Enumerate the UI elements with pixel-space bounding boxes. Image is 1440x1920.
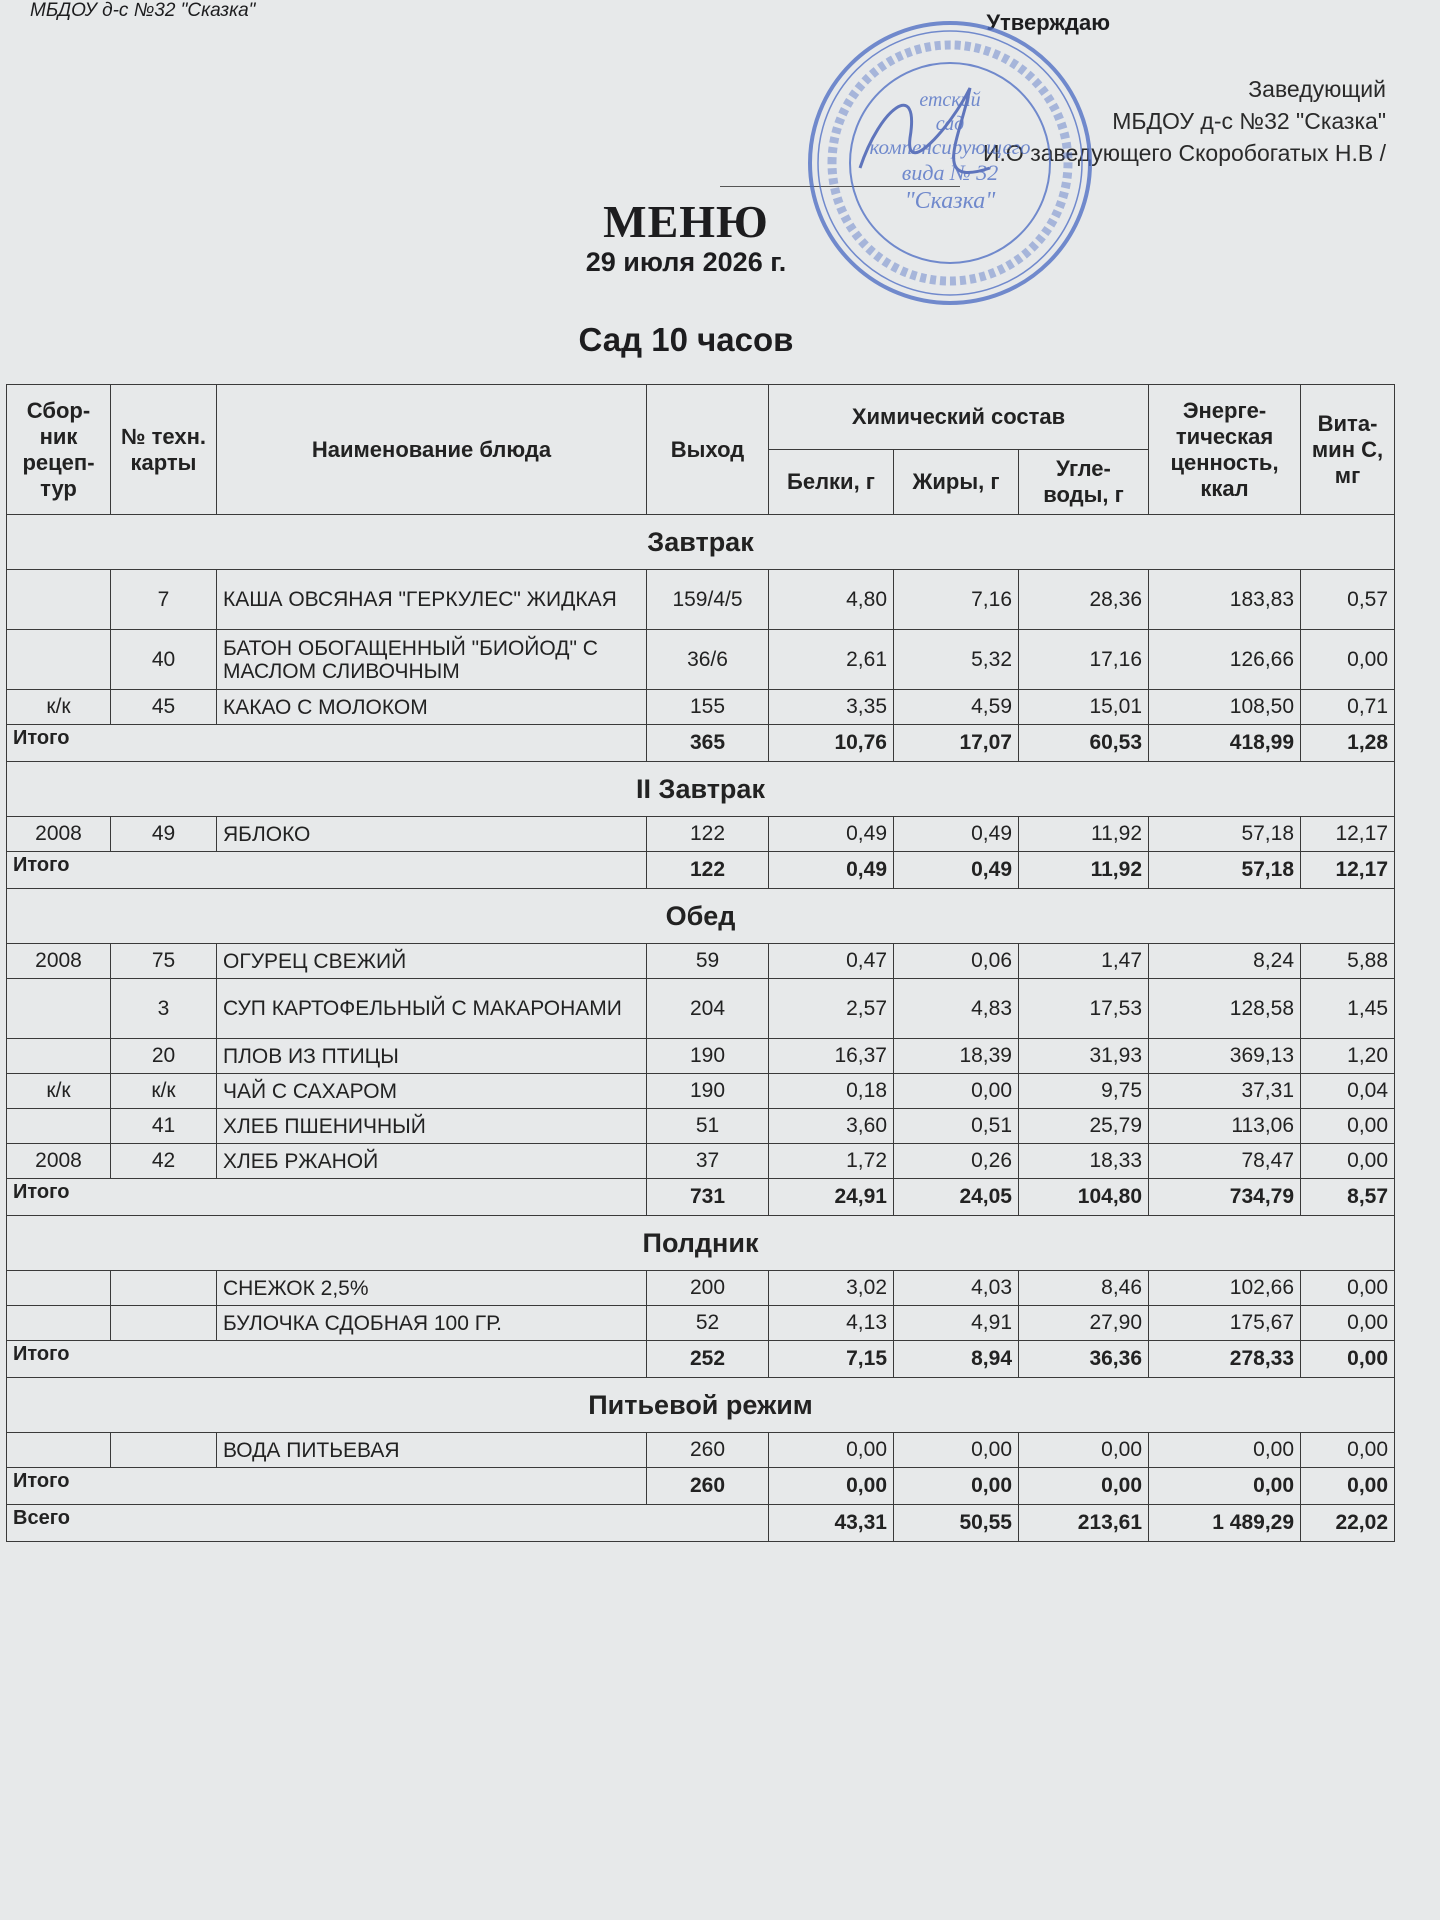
stamp-text-line: етский <box>919 89 981 111</box>
cell-protein: 3,60 <box>769 1109 894 1144</box>
cell-card: 20 <box>111 1039 217 1074</box>
cell-yield: 190 <box>647 1074 769 1109</box>
cell-protein: 4,80 <box>769 570 894 630</box>
cell-card: 45 <box>111 690 217 725</box>
cell-collection <box>7 1306 111 1341</box>
cell-yield: 204 <box>647 979 769 1039</box>
grand-total-protein: 43,31 <box>769 1505 894 1542</box>
stamp-text-line: "Сказка" <box>904 188 996 214</box>
section-title: Полдник <box>7 1216 1395 1271</box>
cell-card: 49 <box>111 817 217 852</box>
cell-energy: 369,13 <box>1149 1039 1301 1074</box>
cell-vitamin: 0,00 <box>1301 630 1395 690</box>
table-row <box>7 817 1395 852</box>
cell-collection: 2008 <box>7 944 111 979</box>
cell-yield: 159/4/5 <box>647 570 769 630</box>
cell-collection: 2008 <box>7 1144 111 1179</box>
stamp-text-line: сад <box>935 113 965 135</box>
section-row <box>7 515 1395 570</box>
approver-signatory: И.О заведующего Скоробогатых Н.В / <box>983 140 1386 166</box>
table-row <box>7 1109 1395 1144</box>
cell-yield: 200 <box>647 1271 769 1306</box>
approver-position: Заведующий <box>1248 76 1386 102</box>
cell-dish: КАША ОВСЯНАЯ "ГЕРКУЛЕС" ЖИДКАЯ <box>217 570 647 630</box>
cell-dish: СУП КАРТОФЕЛЬНЫЙ С МАКАРОНАМИ <box>217 979 647 1039</box>
total-yield: 365 <box>647 725 769 762</box>
total-carbs: 60,53 <box>1019 725 1149 762</box>
total-yield: 252 <box>647 1341 769 1378</box>
total-protein: 24,91 <box>769 1179 894 1216</box>
section-title: Обед <box>7 889 1395 944</box>
cell-fat: 4,91 <box>894 1306 1019 1341</box>
cell-energy: 128,58 <box>1149 979 1301 1039</box>
column-header-protein: Белки, г <box>769 450 894 515</box>
table-row <box>7 630 1395 690</box>
cell-energy: 0,00 <box>1149 1433 1301 1468</box>
total-energy: 278,33 <box>1149 1341 1301 1378</box>
cell-energy: 126,66 <box>1149 630 1301 690</box>
cell-protein: 2,57 <box>769 979 894 1039</box>
cell-card <box>111 1433 217 1468</box>
cell-carbs: 17,53 <box>1019 979 1149 1039</box>
cell-energy: 102,66 <box>1149 1271 1301 1306</box>
table-row <box>7 944 1395 979</box>
cell-yield: 52 <box>647 1306 769 1341</box>
column-header-energy: Энерге-тическая ценность, ккал <box>1149 385 1301 515</box>
cell-card: 42 <box>111 1144 217 1179</box>
cell-protein: 0,49 <box>769 817 894 852</box>
cell-collection <box>7 1433 111 1468</box>
total-energy: 0,00 <box>1149 1468 1301 1505</box>
cell-vitamin: 5,88 <box>1301 944 1395 979</box>
cell-dish: ХЛЕБ РЖАНОЙ <box>217 1144 647 1179</box>
menu-body <box>7 515 1395 1542</box>
table-row <box>7 1271 1395 1306</box>
cell-protein: 0,47 <box>769 944 894 979</box>
stamp-text-line: компенсирующего <box>869 135 1031 159</box>
grand-total-label: Всего <box>7 1505 769 1542</box>
total-fat: 0,00 <box>894 1468 1019 1505</box>
approver-institution: МБДОУ д-с №32 "Сказка" <box>1112 108 1386 134</box>
total-row <box>7 852 1395 889</box>
cell-protein: 4,13 <box>769 1306 894 1341</box>
cell-collection <box>7 1039 111 1074</box>
menu-table <box>6 384 1395 1542</box>
cell-vitamin: 0,00 <box>1301 1144 1395 1179</box>
cell-carbs: 25,79 <box>1019 1109 1149 1144</box>
cell-yield: 59 <box>647 944 769 979</box>
cell-protein: 0,18 <box>769 1074 894 1109</box>
cell-dish: КАКАО С МОЛОКОМ <box>217 690 647 725</box>
cell-energy: 57,18 <box>1149 817 1301 852</box>
cell-fat: 5,32 <box>894 630 1019 690</box>
total-carbs: 0,00 <box>1019 1468 1149 1505</box>
total-fat: 24,05 <box>894 1179 1019 1216</box>
cell-energy: 183,83 <box>1149 570 1301 630</box>
total-row <box>7 1341 1395 1378</box>
total-carbs: 36,36 <box>1019 1341 1149 1378</box>
cell-protein: 16,37 <box>769 1039 894 1074</box>
total-fat: 0,49 <box>894 852 1019 889</box>
cell-card: 41 <box>111 1109 217 1144</box>
column-header-carbs: Угле-воды, г <box>1019 450 1149 515</box>
column-header-collection: Сбор-ник рецеп-тур <box>7 385 111 515</box>
cell-protein: 3,35 <box>769 690 894 725</box>
cell-protein: 0,00 <box>769 1433 894 1468</box>
grand-total-carbs: 213,61 <box>1019 1505 1149 1542</box>
cell-carbs: 0,00 <box>1019 1433 1149 1468</box>
cell-card: 7 <box>111 570 217 630</box>
total-protein: 10,76 <box>769 725 894 762</box>
cell-collection <box>7 630 111 690</box>
grand-total-energy: 1 489,29 <box>1149 1505 1301 1542</box>
column-header-card: № техн. карты <box>111 385 217 515</box>
cell-dish: ОГУРЕЦ СВЕЖИЙ <box>217 944 647 979</box>
approve-label: Утверждаю <box>986 10 1110 35</box>
cell-carbs: 18,33 <box>1019 1144 1149 1179</box>
cell-carbs: 9,75 <box>1019 1074 1149 1109</box>
total-energy: 418,99 <box>1149 725 1301 762</box>
total-vitamin: 12,17 <box>1301 852 1395 889</box>
document-subtitle: Сад 10 часов <box>578 321 794 358</box>
cell-yield: 260 <box>647 1433 769 1468</box>
cell-protein: 1,72 <box>769 1144 894 1179</box>
total-yield: 260 <box>647 1468 769 1505</box>
document-date: 29 июля 2026 г. <box>585 247 787 277</box>
cell-dish: БАТОН ОБОГАЩЕННЫЙ "БИОЙОД" С МАСЛОМ СЛИВОЧНЫМ <box>217 630 647 690</box>
total-yield: 731 <box>647 1179 769 1216</box>
column-header-vitamin: Вита-мин С, мг <box>1301 385 1395 515</box>
cell-card: 3 <box>111 979 217 1039</box>
total-label: Итого <box>7 1341 647 1378</box>
table-row <box>7 979 1395 1039</box>
cell-fat: 0,49 <box>894 817 1019 852</box>
total-carbs: 104,80 <box>1019 1179 1149 1216</box>
total-row <box>7 725 1395 762</box>
cell-vitamin: 1,45 <box>1301 979 1395 1039</box>
cell-dish: СНЕЖОК 2,5% <box>217 1271 647 1306</box>
cell-fat: 0,00 <box>894 1074 1019 1109</box>
cell-card <box>111 1271 217 1306</box>
cell-collection <box>7 1271 111 1306</box>
cell-carbs: 17,16 <box>1019 630 1149 690</box>
cell-energy: 108,50 <box>1149 690 1301 725</box>
total-label: Итого <box>7 1179 647 1216</box>
table-row <box>7 1306 1395 1341</box>
cell-dish: БУЛОЧКА СДОБНАЯ 100 ГР. <box>217 1306 647 1341</box>
cell-vitamin: 0,71 <box>1301 690 1395 725</box>
total-vitamin: 8,57 <box>1301 1179 1395 1216</box>
cell-protein: 3,02 <box>769 1271 894 1306</box>
section-title: II Завтрак <box>7 762 1395 817</box>
total-fat: 8,94 <box>894 1341 1019 1378</box>
cell-yield: 155 <box>647 690 769 725</box>
table-row <box>7 570 1395 630</box>
cell-yield: 51 <box>647 1109 769 1144</box>
total-yield: 122 <box>647 852 769 889</box>
column-header-fat: Жиры, г <box>894 450 1019 515</box>
cell-yield: 190 <box>647 1039 769 1074</box>
total-vitamin: 0,00 <box>1301 1468 1395 1505</box>
grand-total-row <box>7 1505 1395 1542</box>
cell-energy: 113,06 <box>1149 1109 1301 1144</box>
table-row <box>7 690 1395 725</box>
column-header-chem: Химический состав <box>769 385 1149 450</box>
cell-collection <box>7 979 111 1039</box>
total-row <box>7 1468 1395 1505</box>
cell-carbs: 31,93 <box>1019 1039 1149 1074</box>
cell-fat: 0,51 <box>894 1109 1019 1144</box>
cell-card: 75 <box>111 944 217 979</box>
total-label: Итого <box>7 852 647 889</box>
cell-vitamin: 0,00 <box>1301 1306 1395 1341</box>
total-protein: 0,00 <box>769 1468 894 1505</box>
total-carbs: 11,92 <box>1019 852 1149 889</box>
cell-energy: 175,67 <box>1149 1306 1301 1341</box>
cell-yield: 36/6 <box>647 630 769 690</box>
cell-fat: 0,06 <box>894 944 1019 979</box>
cell-protein: 2,61 <box>769 630 894 690</box>
cell-vitamin: 0,00 <box>1301 1433 1395 1468</box>
cell-yield: 122 <box>647 817 769 852</box>
cell-carbs: 11,92 <box>1019 817 1149 852</box>
cell-collection <box>7 570 111 630</box>
cell-vitamin: 0,00 <box>1301 1271 1395 1306</box>
cell-card: к/к <box>111 1074 217 1109</box>
cell-energy: 37,31 <box>1149 1074 1301 1109</box>
table-row <box>7 1039 1395 1074</box>
cell-dish: ВОДА ПИТЬЕВАЯ <box>217 1433 647 1468</box>
cell-card <box>111 1306 217 1341</box>
cell-dish: ХЛЕБ ПШЕНИЧНЫЙ <box>217 1109 647 1144</box>
total-protein: 0,49 <box>769 852 894 889</box>
section-row <box>7 889 1395 944</box>
cell-dish: ЧАЙ С САХАРОМ <box>217 1074 647 1109</box>
document-title: МЕНЮ <box>603 196 769 247</box>
section-title: Завтрак <box>7 515 1395 570</box>
section-row <box>7 1216 1395 1271</box>
stamp-text-line: вида № 32 <box>901 160 999 185</box>
cell-fat: 4,59 <box>894 690 1019 725</box>
organization-name: МБДОУ д-с №32 "Сказка" <box>30 0 256 21</box>
cell-carbs: 8,46 <box>1019 1271 1149 1306</box>
cell-yield: 37 <box>647 1144 769 1179</box>
cell-vitamin: 0,04 <box>1301 1074 1395 1109</box>
total-label: Итого <box>7 1468 647 1505</box>
cell-card: 40 <box>111 630 217 690</box>
cell-vitamin: 1,20 <box>1301 1039 1395 1074</box>
cell-energy: 78,47 <box>1149 1144 1301 1179</box>
total-vitamin: 0,00 <box>1301 1341 1395 1378</box>
cell-fat: 4,03 <box>894 1271 1019 1306</box>
total-vitamin: 1,28 <box>1301 725 1395 762</box>
table-row <box>7 1074 1395 1109</box>
cell-vitamin: 12,17 <box>1301 817 1395 852</box>
cell-fat: 18,39 <box>894 1039 1019 1074</box>
table-row <box>7 1433 1395 1468</box>
total-energy: 57,18 <box>1149 852 1301 889</box>
section-row <box>7 762 1395 817</box>
section-title: Питьевой режим <box>7 1378 1395 1433</box>
grand-total-vitamin: 22,02 <box>1301 1505 1395 1542</box>
cell-vitamin: 0,00 <box>1301 1109 1395 1144</box>
table-row <box>7 1144 1395 1179</box>
cell-collection <box>7 1109 111 1144</box>
cell-fat: 0,26 <box>894 1144 1019 1179</box>
column-header-dish: Наименование блюда <box>217 385 647 515</box>
cell-collection: 2008 <box>7 817 111 852</box>
cell-carbs: 1,47 <box>1019 944 1149 979</box>
cell-vitamin: 0,57 <box>1301 570 1395 630</box>
total-energy: 734,79 <box>1149 1179 1301 1216</box>
cell-carbs: 28,36 <box>1019 570 1149 630</box>
cell-collection: к/к <box>7 1074 111 1109</box>
total-fat: 17,07 <box>894 725 1019 762</box>
cell-dish: ЯБЛОКО <box>217 817 647 852</box>
total-row <box>7 1179 1395 1216</box>
cell-collection: к/к <box>7 690 111 725</box>
cell-carbs: 15,01 <box>1019 690 1149 725</box>
cell-fat: 4,83 <box>894 979 1019 1039</box>
cell-fat: 0,00 <box>894 1433 1019 1468</box>
grand-total-fat: 50,55 <box>894 1505 1019 1542</box>
cell-dish: ПЛОВ ИЗ ПТИЦЫ <box>217 1039 647 1074</box>
column-header-yield: Выход <box>647 385 769 515</box>
cell-carbs: 27,90 <box>1019 1306 1149 1341</box>
total-protein: 7,15 <box>769 1341 894 1378</box>
total-label: Итого <box>7 725 647 762</box>
cell-fat: 7,16 <box>894 570 1019 630</box>
section-row <box>7 1378 1395 1433</box>
cell-energy: 8,24 <box>1149 944 1301 979</box>
